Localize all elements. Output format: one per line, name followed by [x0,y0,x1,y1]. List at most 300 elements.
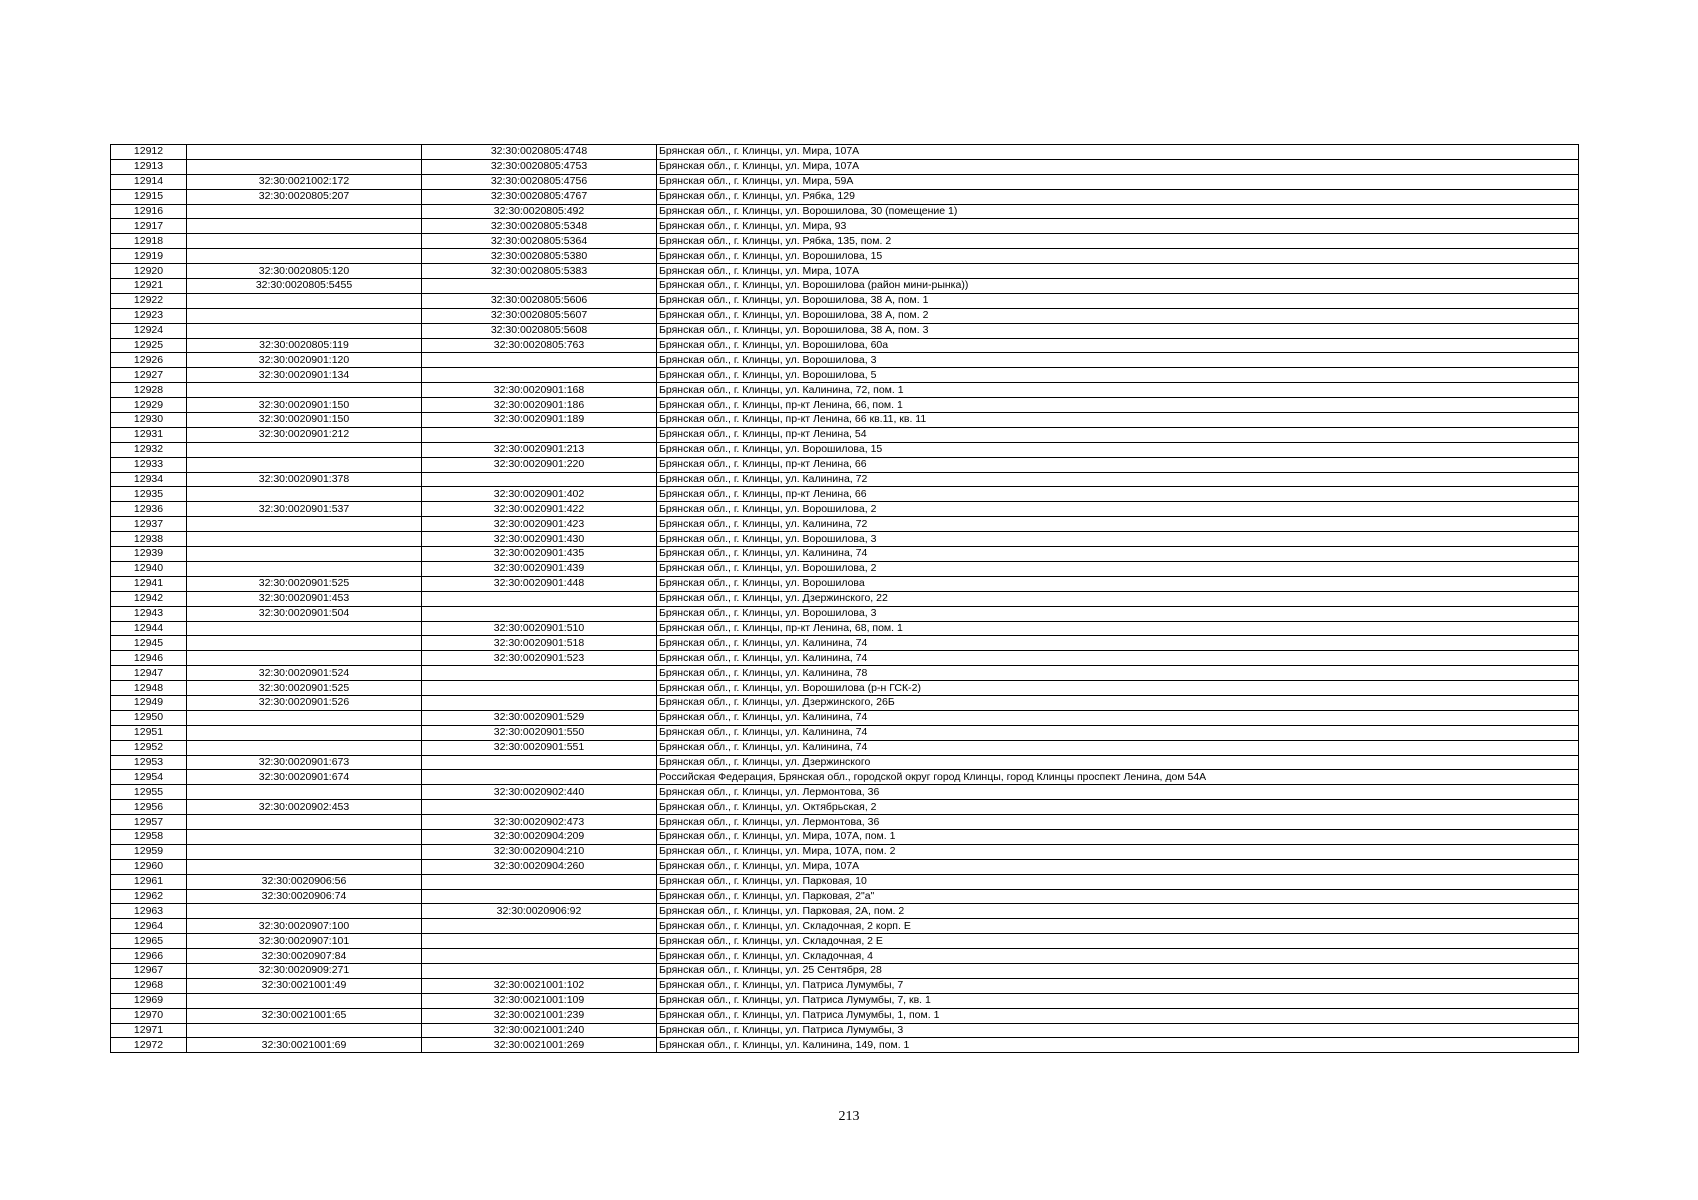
object-cadastral-number-cell: 32:30:0020906:92 [422,904,657,919]
row-number-cell: 12937 [111,517,187,532]
table-row [111,874,1579,889]
address-cell: Брянская обл., г. Клинцы, ул. Ворошилова, 38 А, пом. 1 [657,293,1579,308]
row-number-cell: 12963 [111,904,187,919]
object-cadastral-number-cell: 32:30:0021001:239 [422,1008,657,1023]
land-cadastral-number-cell: 32:30:0020907:84 [187,949,422,964]
row-number-cell: 12959 [111,844,187,859]
address-cell: Брянская обл., г. Клинцы, ул. Ворошилова, 15 [657,442,1579,457]
row-number-cell: 12958 [111,829,187,844]
address-cell: Брянская обл., г. Клинцы, ул. Калинина, 72 [657,517,1579,532]
land-cadastral-number-cell [187,219,422,234]
land-cadastral-number-cell: 32:30:0020901:525 [187,681,422,696]
object-cadastral-number-cell: 32:30:0020805:5380 [422,249,657,264]
table-row [111,949,1579,964]
object-cadastral-number-cell: 32:30:0020805:5607 [422,308,657,323]
land-cadastral-number-cell [187,308,422,323]
object-cadastral-number-cell [422,353,657,368]
table-row [111,740,1579,755]
row-number-cell: 12931 [111,427,187,442]
land-cadastral-number-cell [187,725,422,740]
row-number-cell: 12949 [111,695,187,710]
land-cadastral-number-cell [187,859,422,874]
row-number-cell: 12970 [111,1008,187,1023]
table-row [111,800,1579,815]
object-cadastral-number-cell [422,963,657,978]
address-cell: Брянская обл., г. Клинцы, ул. Октябрьская, 2 [657,800,1579,815]
land-cadastral-number-cell [187,204,422,219]
address-cell: Брянская обл., г. Клинцы, ул. Мира, 107А, пом. 2 [657,844,1579,859]
address-cell: Брянская обл., г. Клинцы, ул. Ворошилова [657,576,1579,591]
land-cadastral-number-cell: 32:30:0020901:150 [187,398,422,413]
address-cell: Брянская обл., г. Клинцы, ул. Ворошилова, 15 [657,249,1579,264]
row-number-cell: 12915 [111,189,187,204]
table-row [111,1023,1579,1038]
table-row [111,859,1579,874]
object-cadastral-number-cell [422,427,657,442]
object-cadastral-number-cell: 32:30:0021001:269 [422,1038,657,1053]
table-row [111,576,1579,591]
address-cell: Брянская обл., г. Клинцы, ул. Дзержинского, 26Б [657,695,1579,710]
address-cell: Брянская обл., г. Клинцы, ул. Калинина, 149, пом. 1 [657,1038,1579,1053]
land-cadastral-number-cell [187,234,422,249]
land-cadastral-number-cell [187,621,422,636]
land-cadastral-number-cell: 32:30:0020805:119 [187,338,422,353]
land-cadastral-number-cell [187,457,422,472]
land-cadastral-number-cell: 32:30:0020805:120 [187,264,422,279]
table-row [111,561,1579,576]
row-number-cell: 12921 [111,279,187,294]
row-number-cell: 12952 [111,740,187,755]
land-cadastral-number-cell: 32:30:0020901:537 [187,502,422,517]
row-number-cell: 12957 [111,815,187,830]
address-cell: Брянская обл., г. Клинцы, ул. Мира, 107А [657,264,1579,279]
land-cadastral-number-cell: 32:30:0020901:524 [187,666,422,681]
object-cadastral-number-cell: 32:30:0020901:213 [422,442,657,457]
address-cell: Брянская обл., г. Клинцы, ул. Калинина, 72 [657,472,1579,487]
table-row [111,234,1579,249]
object-cadastral-number-cell [422,800,657,815]
object-cadastral-number-cell: 32:30:0020902:473 [422,815,657,830]
table-row [111,383,1579,398]
row-number-cell: 12971 [111,1023,187,1038]
land-cadastral-number-cell: 32:30:0020909:271 [187,963,422,978]
row-number-cell: 12945 [111,636,187,651]
row-number-cell: 12972 [111,1038,187,1053]
table-row [111,457,1579,472]
table-row [111,472,1579,487]
row-number-cell: 12948 [111,681,187,696]
object-cadastral-number-cell: 32:30:0020805:763 [422,338,657,353]
object-cadastral-number-cell: 32:30:0020805:492 [422,204,657,219]
land-cadastral-number-cell [187,829,422,844]
address-cell: Брянская обл., г. Клинцы, ул. Парковая, 2"а" [657,889,1579,904]
row-number-cell: 12917 [111,219,187,234]
object-cadastral-number-cell [422,591,657,606]
row-number-cell: 12940 [111,561,187,576]
table-row [111,264,1579,279]
land-cadastral-number-cell: 32:30:0020901:134 [187,368,422,383]
land-cadastral-number-cell [187,740,422,755]
table-row [111,621,1579,636]
row-number-cell: 12947 [111,666,187,681]
land-cadastral-number-cell: 32:30:0021002:172 [187,174,422,189]
table-row [111,785,1579,800]
table-row [111,502,1579,517]
object-cadastral-number-cell: 32:30:0020901:435 [422,547,657,562]
object-cadastral-number-cell [422,755,657,770]
land-cadastral-number-cell: 32:30:0020901:453 [187,591,422,606]
address-cell: Брянская обл., г. Клинцы, ул. Складочная, 2 корп. Е [657,919,1579,934]
address-cell: Российская Федерация, Брянская обл., городской округ город Клинцы, город Клинцы проспект Ленина, дом 54А [657,770,1579,785]
object-cadastral-number-cell [422,368,657,383]
object-cadastral-number-cell [422,666,657,681]
table-row [111,547,1579,562]
row-number-cell: 12916 [111,204,187,219]
object-cadastral-number-cell: 32:30:0020805:5348 [422,219,657,234]
land-cadastral-number-cell: 32:30:0020907:100 [187,919,422,934]
table-row [111,1038,1579,1053]
object-cadastral-number-cell: 32:30:0020901:448 [422,576,657,591]
land-cadastral-number-cell [187,249,422,264]
object-cadastral-number-cell: 32:30:0020805:4748 [422,145,657,160]
address-cell: Брянская обл., г. Клинцы, пр-кт Ленина, 66 [657,457,1579,472]
table-row [111,919,1579,934]
address-cell: Брянская обл., г. Клинцы, ул. Ворошилова, 3 [657,353,1579,368]
row-number-cell: 12954 [111,770,187,785]
land-cadastral-number-cell: 32:30:0020901:378 [187,472,422,487]
object-cadastral-number-cell: 32:30:0020901:439 [422,561,657,576]
land-cadastral-number-cell: 32:30:0020805:207 [187,189,422,204]
object-cadastral-number-cell: 32:30:0020901:510 [422,621,657,636]
address-cell: Брянская обл., г. Клинцы, ул. Мира, 107А [657,159,1579,174]
table-row [111,487,1579,502]
land-cadastral-number-cell [187,815,422,830]
row-number-cell: 12955 [111,785,187,800]
object-cadastral-number-cell: 32:30:0020901:550 [422,725,657,740]
object-cadastral-number-cell: 32:30:0020805:5608 [422,323,657,338]
table-row [111,338,1579,353]
object-cadastral-number-cell: 32:30:0020902:440 [422,785,657,800]
address-cell: Брянская обл., г. Клинцы, ул. Парковая, 10 [657,874,1579,889]
table-row [111,770,1579,785]
address-cell: Брянская обл., г. Клинцы, ул. Мира, 59А [657,174,1579,189]
table-row [111,666,1579,681]
address-cell: Брянская обл., г. Клинцы, ул. Ворошилова, 38 А, пом. 2 [657,308,1579,323]
object-cadastral-number-cell: 32:30:0020901:186 [422,398,657,413]
address-cell: Брянская обл., г. Клинцы, ул. Калинина, 74 [657,547,1579,562]
row-number-cell: 12927 [111,368,187,383]
land-cadastral-number-cell [187,710,422,725]
address-cell: Брянская обл., г. Клинцы, пр-кт Ленина, 66 [657,487,1579,502]
land-cadastral-number-cell: 32:30:0021001:49 [187,978,422,993]
row-number-cell: 12920 [111,264,187,279]
row-number-cell: 12912 [111,145,187,160]
land-cadastral-number-cell [187,293,422,308]
land-cadastral-number-cell [187,145,422,160]
row-number-cell: 12938 [111,532,187,547]
table-row [111,293,1579,308]
address-cell: Брянская обл., г. Клинцы, ул. Ворошилова, 60а [657,338,1579,353]
registry-table [110,144,1579,1053]
object-cadastral-number-cell: 32:30:0020901:422 [422,502,657,517]
row-number-cell: 12932 [111,442,187,457]
address-cell: Брянская обл., г. Клинцы, ул. Складочная, 4 [657,949,1579,964]
registry-table-body [111,145,1579,1053]
address-cell: Брянская обл., г. Клинцы, ул. Патриса Лумумбы, 7 [657,978,1579,993]
address-cell: Брянская обл., г. Клинцы, ул. Патриса Лумумбы, 1, пом. 1 [657,1008,1579,1023]
address-cell: Брянская обл., г. Клинцы, ул. Ворошилова, 5 [657,368,1579,383]
row-number-cell: 12953 [111,755,187,770]
table-row [111,978,1579,993]
table-row [111,145,1579,160]
table-row [111,710,1579,725]
land-cadastral-number-cell: 32:30:0020902:453 [187,800,422,815]
land-cadastral-number-cell: 32:30:0020906:74 [187,889,422,904]
address-cell: Брянская обл., г. Клинцы, ул. Ворошилова, 2 [657,561,1579,576]
table-row [111,174,1579,189]
object-cadastral-number-cell: 32:30:0021001:102 [422,978,657,993]
address-cell: Брянская обл., г. Клинцы, ул. Калинина, 74 [657,710,1579,725]
land-cadastral-number-cell: 32:30:0020901:674 [187,770,422,785]
table-row [111,651,1579,666]
land-cadastral-number-cell [187,442,422,457]
land-cadastral-number-cell: 32:30:0020901:150 [187,413,422,428]
land-cadastral-number-cell: 32:30:0020901:673 [187,755,422,770]
object-cadastral-number-cell: 32:30:0020904:209 [422,829,657,844]
table-row [111,829,1579,844]
land-cadastral-number-cell: 32:30:0020901:212 [187,427,422,442]
table-row [111,398,1579,413]
land-cadastral-number-cell [187,844,422,859]
row-number-cell: 12929 [111,398,187,413]
row-number-cell: 12965 [111,934,187,949]
row-number-cell: 12934 [111,472,187,487]
address-cell: Брянская обл., г. Клинцы, ул. Патриса Лумумбы, 3 [657,1023,1579,1038]
row-number-cell: 12944 [111,621,187,636]
table-row [111,517,1579,532]
address-cell: Брянская обл., г. Клинцы, ул. Ворошилова, 30 (помещение 1) [657,204,1579,219]
row-number-cell: 12956 [111,800,187,815]
table-row [111,368,1579,383]
table-row [111,323,1579,338]
table-row [111,695,1579,710]
land-cadastral-number-cell [187,487,422,502]
land-cadastral-number-cell: 32:30:0021001:65 [187,1008,422,1023]
object-cadastral-number-cell: 32:30:0020901:523 [422,651,657,666]
row-number-cell: 12969 [111,993,187,1008]
land-cadastral-number-cell [187,785,422,800]
address-cell: Брянская обл., г. Клинцы, ул. Рябка, 129 [657,189,1579,204]
table-row [111,353,1579,368]
object-cadastral-number-cell [422,889,657,904]
object-cadastral-number-cell: 32:30:0020901:518 [422,636,657,651]
address-cell: Брянская обл., г. Клинцы, пр-кт Ленина, 66 кв.11, кв. 11 [657,413,1579,428]
land-cadastral-number-cell [187,636,422,651]
table-row [111,606,1579,621]
row-number-cell: 12967 [111,963,187,978]
object-cadastral-number-cell: 32:30:0021001:109 [422,993,657,1008]
object-cadastral-number-cell [422,606,657,621]
object-cadastral-number-cell: 32:30:0020901:220 [422,457,657,472]
land-cadastral-number-cell: 32:30:0020901:120 [187,353,422,368]
land-cadastral-number-cell: 32:30:0020901:526 [187,695,422,710]
table-row [111,844,1579,859]
address-cell: Брянская обл., г. Клинцы, пр-кт Ленина, 66, пом. 1 [657,398,1579,413]
land-cadastral-number-cell: 32:30:0020901:525 [187,576,422,591]
address-cell: Брянская обл., г. Клинцы, ул. Мира, 107А [657,859,1579,874]
address-cell: Брянская обл., г. Клинцы, ул. Лермонтова, 36 [657,815,1579,830]
row-number-cell: 12943 [111,606,187,621]
row-number-cell: 12941 [111,576,187,591]
land-cadastral-number-cell [187,517,422,532]
table-row [111,279,1579,294]
row-number-cell: 12961 [111,874,187,889]
land-cadastral-number-cell [187,1023,422,1038]
land-cadastral-number-cell [187,323,422,338]
address-cell: Брянская обл., г. Клинцы, ул. Калинина, 72, пом. 1 [657,383,1579,398]
object-cadastral-number-cell [422,949,657,964]
address-cell: Брянская обл., г. Клинцы, ул. Ворошилова, 2 [657,502,1579,517]
address-cell: Брянская обл., г. Клинцы, ул. Калинина, 74 [657,651,1579,666]
table-row [111,427,1579,442]
row-number-cell: 12950 [111,710,187,725]
object-cadastral-number-cell: 32:30:0020805:5383 [422,264,657,279]
table-row [111,413,1579,428]
row-number-cell: 12960 [111,859,187,874]
row-number-cell: 12964 [111,919,187,934]
address-cell: Брянская обл., г. Клинцы, ул. Калинина, 78 [657,666,1579,681]
address-cell: Брянская обл., г. Клинцы, ул. Патриса Лумумбы, 7, кв. 1 [657,993,1579,1008]
address-cell: Брянская обл., г. Клинцы, ул. Ворошилова, 3 [657,606,1579,621]
address-cell: Брянская обл., г. Клинцы, ул. Складочная, 2 Е [657,934,1579,949]
row-number-cell: 12951 [111,725,187,740]
table-row [111,889,1579,904]
address-cell: Брянская обл., г. Клинцы, ул. Калинина, 74 [657,636,1579,651]
land-cadastral-number-cell: 32:30:0021001:69 [187,1038,422,1053]
address-cell: Брянская обл., г. Клинцы, ул. Ворошилова, 38 А, пом. 3 [657,323,1579,338]
table-row [111,1008,1579,1023]
address-cell: Брянская обл., г. Клинцы, ул. Парковая, 2А, пом. 2 [657,904,1579,919]
address-cell: Брянская обл., г. Клинцы, ул. Рябка, 135, пом. 2 [657,234,1579,249]
object-cadastral-number-cell [422,695,657,710]
address-cell: Брянская обл., г. Клинцы, ул. Лермонтова, 36 [657,785,1579,800]
object-cadastral-number-cell: 32:30:0020904:260 [422,859,657,874]
land-cadastral-number-cell: 32:30:0020901:504 [187,606,422,621]
land-cadastral-number-cell: 32:30:0020805:5455 [187,279,422,294]
address-cell: Брянская обл., г. Клинцы, ул. Калинина, 74 [657,740,1579,755]
table-row [111,219,1579,234]
object-cadastral-number-cell: 32:30:0020901:529 [422,710,657,725]
object-cadastral-number-cell: 32:30:0020805:5364 [422,234,657,249]
land-cadastral-number-cell [187,383,422,398]
land-cadastral-number-cell [187,904,422,919]
object-cadastral-number-cell: 32:30:0020901:551 [422,740,657,755]
address-cell: Брянская обл., г. Клинцы, ул. Мира, 107А [657,145,1579,160]
table-row [111,308,1579,323]
row-number-cell: 12942 [111,591,187,606]
row-number-cell: 12922 [111,293,187,308]
address-cell: Брянская обл., г. Клинцы, ул. Калинина, 74 [657,725,1579,740]
object-cadastral-number-cell: 32:30:0020805:4756 [422,174,657,189]
object-cadastral-number-cell [422,472,657,487]
row-number-cell: 12930 [111,413,187,428]
page-number: 213 [838,1109,860,1124]
table-row [111,636,1579,651]
object-cadastral-number-cell: 32:30:0020901:402 [422,487,657,502]
row-number-cell: 12935 [111,487,187,502]
row-number-cell: 12968 [111,978,187,993]
table-row [111,681,1579,696]
table-row [111,815,1579,830]
land-cadastral-number-cell [187,532,422,547]
address-cell: Брянская обл., г. Клинцы, ул. Ворошилова, 3 [657,532,1579,547]
land-cadastral-number-cell: 32:30:0020906:56 [187,874,422,889]
address-cell: Брянская обл., г. Клинцы, ул. Мира, 107А, пом. 1 [657,829,1579,844]
table-row [111,442,1579,457]
object-cadastral-number-cell: 32:30:0021001:240 [422,1023,657,1038]
address-cell: Брянская обл., г. Клинцы, пр-кт Ленина, 54 [657,427,1579,442]
land-cadastral-number-cell [187,651,422,666]
object-cadastral-number-cell [422,770,657,785]
table-row [111,993,1579,1008]
row-number-cell: 12966 [111,949,187,964]
land-cadastral-number-cell: 32:30:0020907:101 [187,934,422,949]
address-cell: Брянская обл., г. Клинцы, ул. Мира, 93 [657,219,1579,234]
table-row [111,159,1579,174]
object-cadastral-number-cell [422,874,657,889]
land-cadastral-number-cell [187,159,422,174]
land-cadastral-number-cell [187,547,422,562]
row-number-cell: 12926 [111,353,187,368]
table-row [111,591,1579,606]
row-number-cell: 12928 [111,383,187,398]
object-cadastral-number-cell: 32:30:0020805:4753 [422,159,657,174]
table-row [111,249,1579,264]
row-number-cell: 12914 [111,174,187,189]
address-cell: Брянская обл., г. Клинцы, ул. Дзержинского, 22 [657,591,1579,606]
row-number-cell: 12925 [111,338,187,353]
row-number-cell: 12946 [111,651,187,666]
table-row [111,755,1579,770]
object-cadastral-number-cell [422,934,657,949]
object-cadastral-number-cell [422,919,657,934]
land-cadastral-number-cell [187,561,422,576]
land-cadastral-number-cell [187,993,422,1008]
table-row [111,934,1579,949]
object-cadastral-number-cell: 32:30:0020904:210 [422,844,657,859]
object-cadastral-number-cell [422,681,657,696]
object-cadastral-number-cell: 32:30:0020901:168 [422,383,657,398]
row-number-cell: 12918 [111,234,187,249]
table-row [111,532,1579,547]
address-cell: Брянская обл., г. Клинцы, пр-кт Ленина, 68, пом. 1 [657,621,1579,636]
row-number-cell: 12936 [111,502,187,517]
table-row [111,725,1579,740]
address-cell: Брянская обл., г. Клинцы, ул. Ворошилова (район мини-рынка)) [657,279,1579,294]
row-number-cell: 12923 [111,308,187,323]
address-cell: Брянская обл., г. Клинцы, ул. 25 Сентября, 28 [657,963,1579,978]
object-cadastral-number-cell: 32:30:0020901:423 [422,517,657,532]
row-number-cell: 12919 [111,249,187,264]
row-number-cell: 12933 [111,457,187,472]
table-row [111,904,1579,919]
table-row [111,189,1579,204]
table-row [111,204,1579,219]
row-number-cell: 12939 [111,547,187,562]
object-cadastral-number-cell: 32:30:0020901:430 [422,532,657,547]
row-number-cell: 12924 [111,323,187,338]
row-number-cell: 12962 [111,889,187,904]
